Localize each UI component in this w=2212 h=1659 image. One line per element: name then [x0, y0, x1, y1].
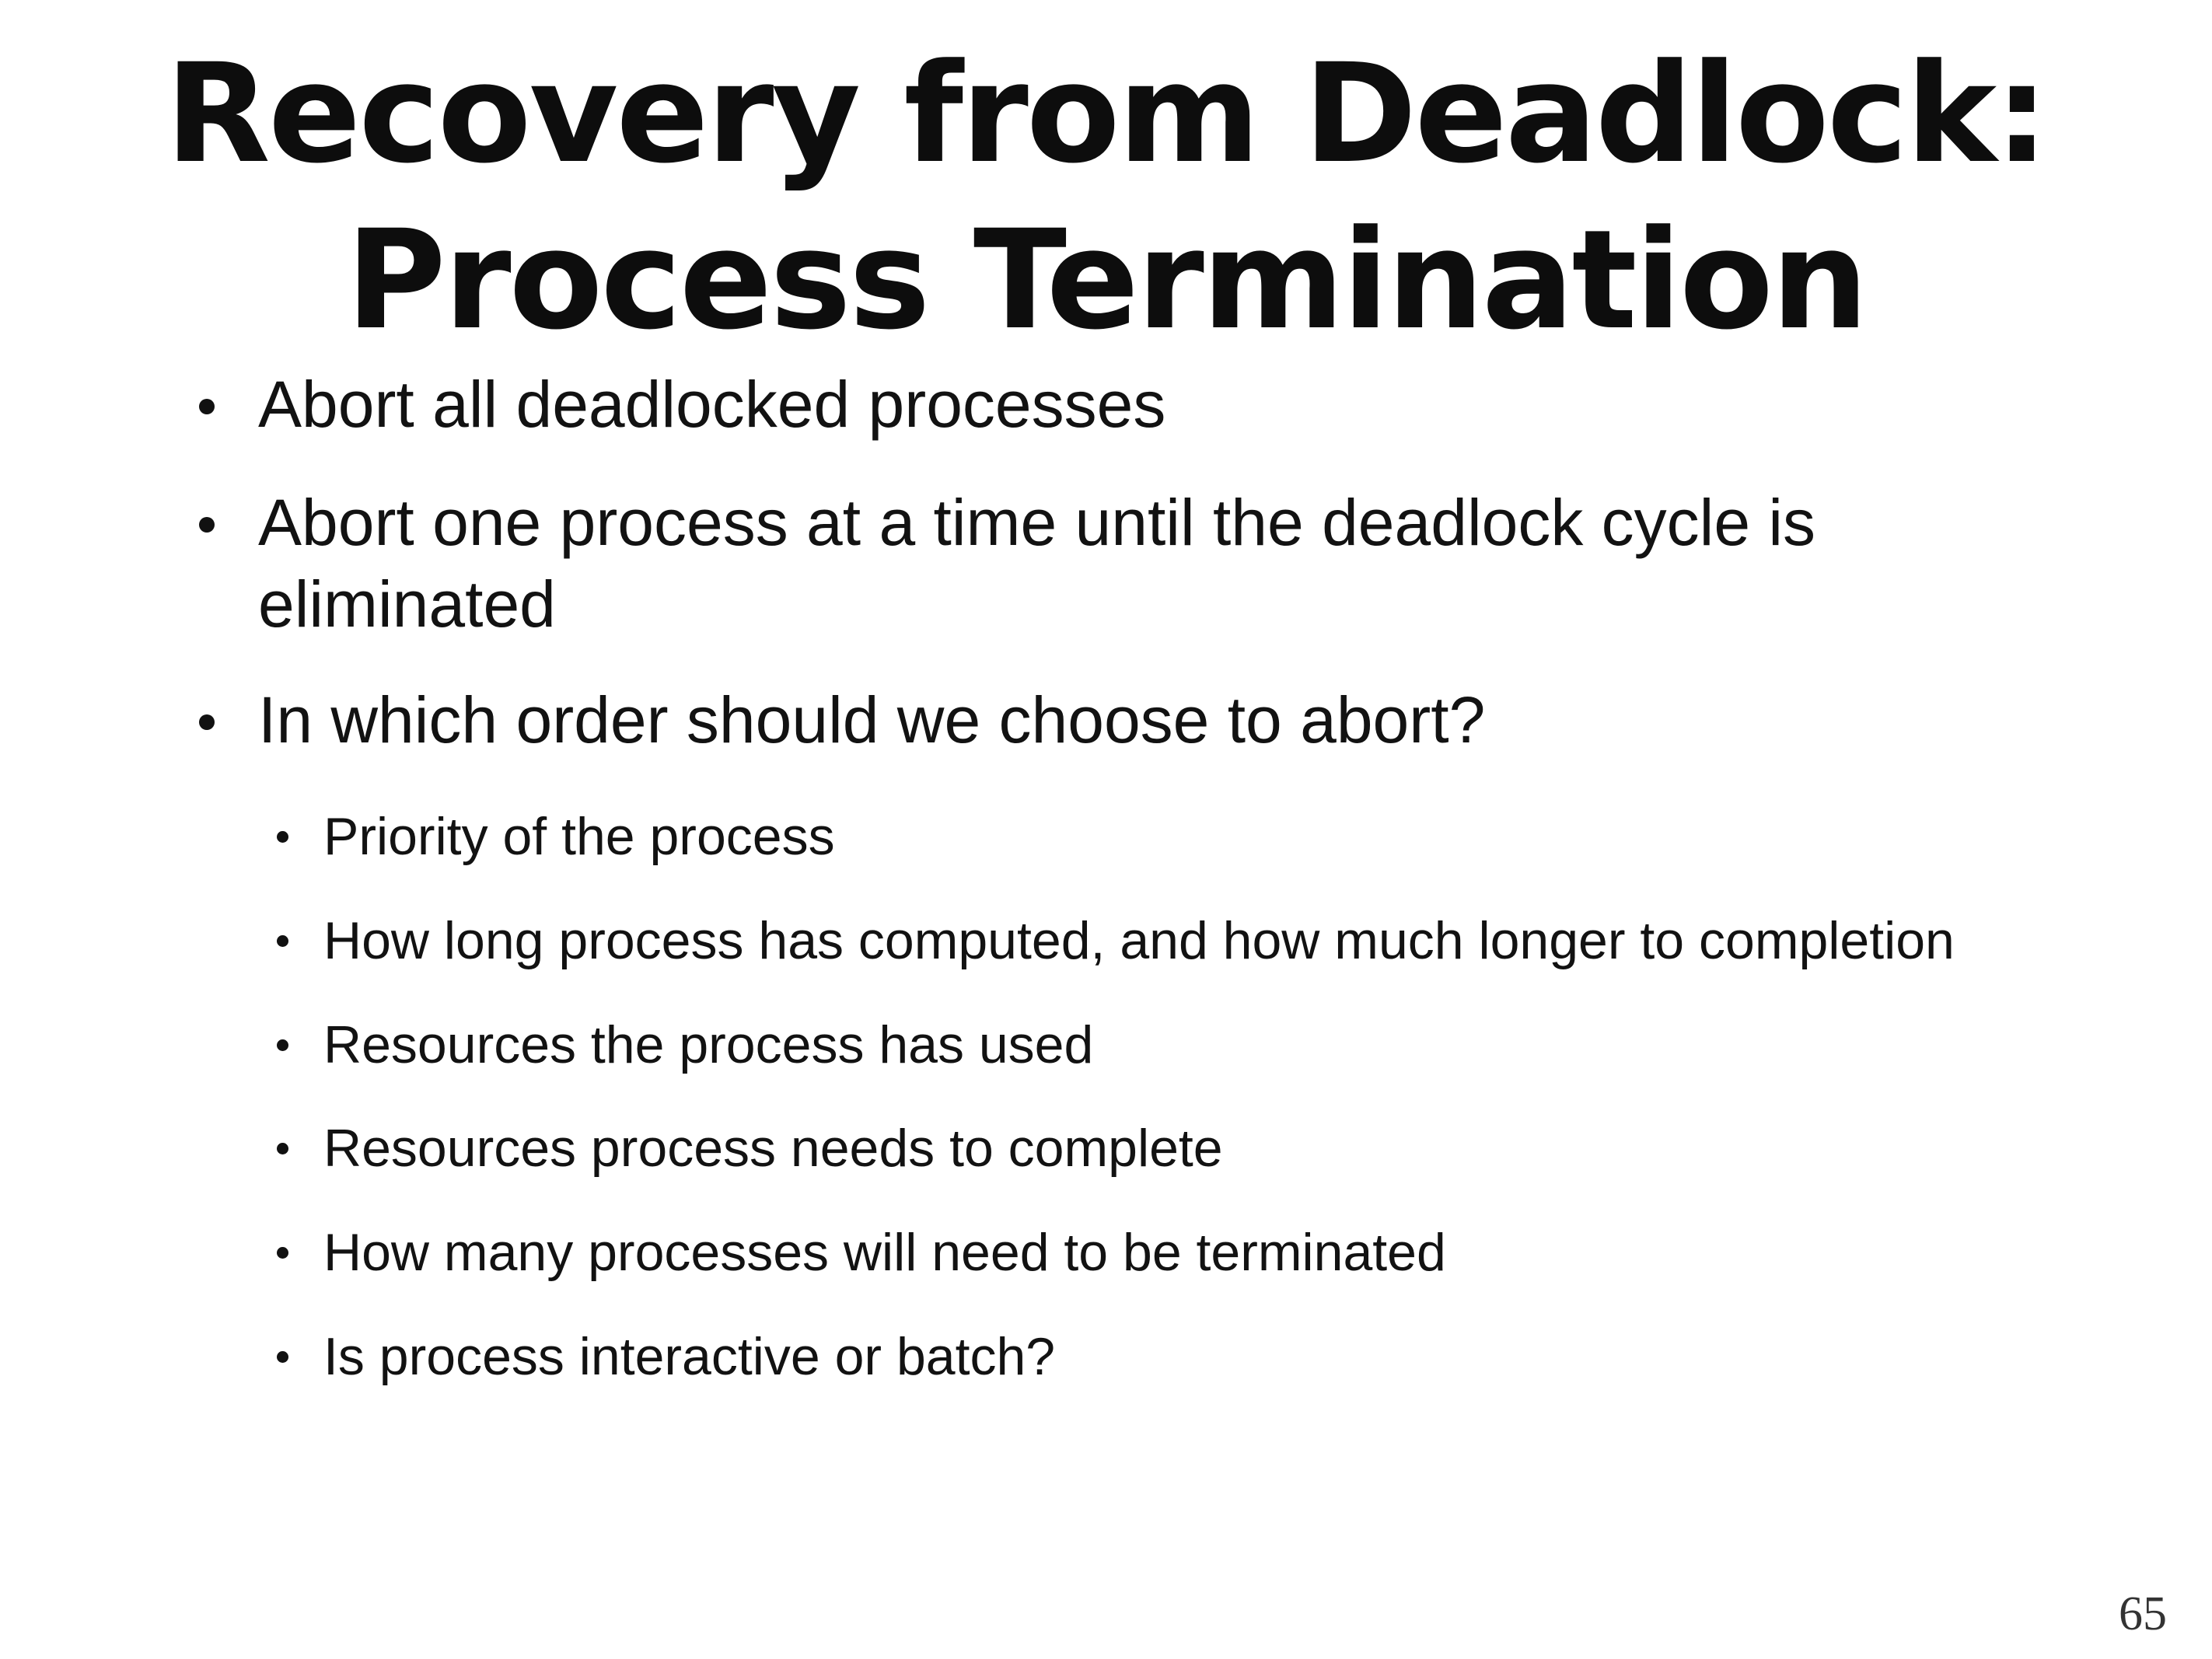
- bullet-text: Abort all deadlocked processes: [258, 368, 1166, 441]
- page-number: 65: [2119, 1587, 2167, 1640]
- sub-bullet-dot-icon: [277, 831, 288, 843]
- sub-bullet-text: How many processes will need to be terminated: [323, 1223, 1446, 1282]
- sub-bullet-text: Resources the process has used: [323, 1015, 1094, 1074]
- sub-bullet-text: Resources process needs to complete: [323, 1119, 1223, 1178]
- sub-bullet-dot-icon: [277, 1247, 288, 1259]
- sub-bullet-text: How long process has computed, and how much longer to completion: [323, 911, 1955, 970]
- sub-bullet-text: Is process interactive or batch?: [323, 1327, 1056, 1386]
- bullet-dot-icon: [199, 399, 215, 414]
- bullet-dot-icon: [199, 714, 215, 730]
- sub-bullet-dot-icon: [277, 1039, 288, 1051]
- bullet-text: In which order should we choose to abort?: [258, 683, 1486, 756]
- bullet-text: Abort one process at a time until the deadlock cycle is: [258, 486, 1816, 559]
- bullet-text-continuation: eliminated: [258, 568, 556, 641]
- sub-bullet-dot-icon: [277, 1143, 288, 1154]
- sub-bullet-dot-icon: [277, 1351, 288, 1363]
- sub-bullet-text: Priority of the process: [323, 807, 835, 866]
- title-line-2: Process Termination: [345, 201, 1867, 360]
- sub-bullet-dot-icon: [277, 935, 288, 947]
- title-line-1: Recovery from Deadlock:: [165, 34, 2047, 194]
- bullet-dot-icon: [199, 517, 215, 533]
